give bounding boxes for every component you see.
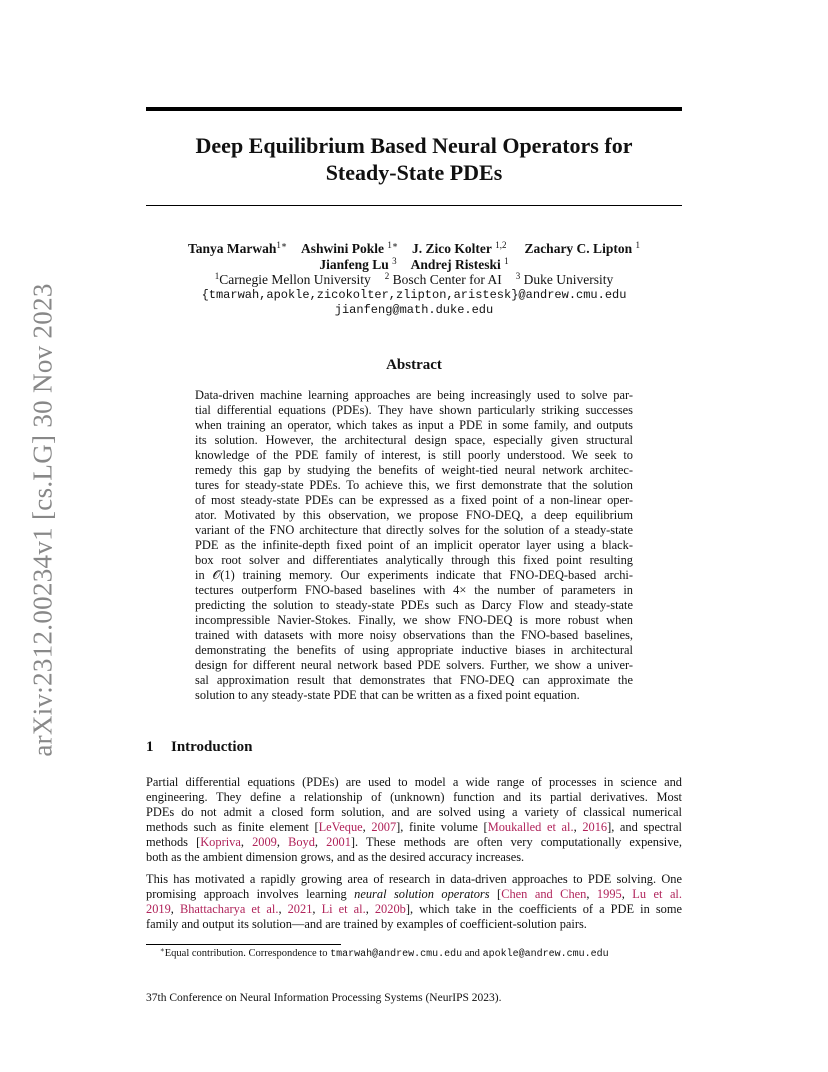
citation-link[interactable]: Lu et al. (632, 887, 682, 901)
citation-year-link[interactable]: 2016 (582, 820, 608, 834)
title-line-2: Steady-State PDEs (325, 160, 503, 185)
affiliation-mark: 3 (515, 271, 521, 281)
abstract-line: solution to any steady-state PDE that can be written as a fixed point equation. (195, 688, 580, 702)
text-line: Partial differential equations (PDEs) are used to model a wide range of processes in science and (146, 775, 682, 789)
abstract-line: PDE as the infinite-depth fixed point of an implicit operator layer using a black- (195, 538, 633, 552)
emphasis: neural solution operators (354, 887, 490, 901)
abstract-line: predicting the solution to steady-state PDEs such as Darcy Flow and steady-state (195, 598, 633, 612)
text-line: promising approach involves learning neural solution operators [Chen and Chen, 1995, Lu et al. (146, 887, 682, 901)
paper-title (146, 132, 682, 186)
citation-year-link[interactable]: 2001 (326, 835, 351, 849)
abstract-line: knowledge of the PDE family of interest, is still poorly understood. We seek to (195, 448, 633, 462)
affiliation-mark: 2 (384, 271, 390, 281)
author-affiliation-mark: 3 (392, 255, 397, 266)
author-affiliation-mark: 1 (504, 255, 509, 266)
citation-link[interactable]: Kopriva (200, 835, 241, 849)
citation-year-link[interactable]: 2020b (374, 902, 406, 916)
author-block (146, 241, 682, 319)
abstract-line: in 𝒪(1) training memory. Our experiments indicate that FNO-DEQ-based archi- (195, 568, 633, 582)
section-number: 1 (146, 739, 154, 755)
abstract-heading: Abstract (386, 357, 442, 373)
title-rule-top (146, 107, 682, 111)
affiliation: Duke University (523, 272, 614, 287)
author-name: J. Zico Kolter (411, 241, 492, 256)
citation-year-link[interactable]: 1995 (596, 887, 622, 901)
abstract-line: of most steady-state PDEs can be expressed as a fixed point of a non-linear oper- (195, 493, 633, 507)
abstract-line: sal approximation result that demonstrates that FNO-DEQ can approximate the (195, 673, 633, 687)
text-line: methods [Kopriva, 2009, Boyd, 2001]. These methods are often very computationally expensive, (146, 835, 683, 849)
citation-year-link[interactable]: 2019 (146, 902, 171, 916)
author-name: Jianfeng Lu (319, 256, 389, 272)
footnote-email: tmarwah@andrew.cmu.edu (330, 949, 463, 960)
abstract-line: tures for steady-state PDEs. To achieve this, we first demonstrate that the solution (195, 478, 633, 492)
author-name: Tanya Marwah (188, 241, 277, 256)
abstract-line: trained with datasets with more noisy observations than the FNO-based baselines, (195, 628, 633, 642)
text-line: both as the ambient dimension grows, and as the desired accuracy increases. (146, 850, 525, 864)
author-row-1 (146, 241, 682, 257)
citation-year-link[interactable]: 2009 (252, 835, 277, 849)
section-title: Introduction (171, 739, 253, 755)
author-email-duke: jianfeng@math.duke.edu (334, 303, 494, 317)
text-line: PDEs do not admit a closed form solution, and are solved using a variety of classical numerical (146, 805, 682, 819)
text-line: methods such as finite element [LeVeque, 2007], finite volume [Moukalled et al., 2016], and spectral (146, 820, 682, 834)
abstract-line: demonstrating the benefits of using appropriate inductive biases in architectural (195, 643, 633, 657)
footnote: ∗Equal contribution. Correspondence to tmarwah@andrew.cmu.edu and apokle@andrew.cmu.edu (160, 946, 609, 960)
abstract-line: incompressible Navier-Stokes. Finally, we show FNO-DEQ is more robust when (195, 613, 633, 627)
abstract-line: Data-driven machine learning approaches are being increasingly used to solve par- (195, 388, 633, 402)
author-row-2 (146, 257, 682, 273)
title-rule-bottom (146, 205, 682, 206)
title-line-1: Deep Equilibrium Based Neural Operators for (195, 133, 633, 158)
author-name: Andrej Risteski (410, 256, 501, 272)
author-affiliation-mark: 1 (635, 240, 640, 250)
abstract-line: tectures outperform FNO-based baselines with 4× the number of parameters in (195, 583, 633, 597)
intro-paragraph-1 (146, 775, 682, 865)
abstract-line: its solution. However, the architectural design space, especially given structural (195, 433, 633, 447)
text-line: This has motivated a rapidly growing area of research in data-driven approaches to PDE solving. One (146, 872, 682, 886)
affiliation: Bosch Center for AI (392, 272, 502, 287)
author-name: Ashwini Pokle (301, 241, 384, 256)
text-line: family and output its solution—and are trained by examples of coefficient-solution pairs. (146, 917, 587, 931)
citation-link[interactable]: Bhattacharya et al. (179, 902, 279, 916)
abstract-line: design for different neural network based PDE solvers. Further, we show a univer- (195, 658, 633, 672)
author-affiliation-mark: 1,2 (495, 240, 507, 250)
abstract-line: variant of the FNO architecture that directly solves for the solution of a steady-state (195, 523, 633, 537)
footnote-rule (146, 944, 341, 945)
abstract-line: remedy this gap by studying the benefits of weight-tied neural network architec- (195, 463, 633, 477)
text-line: 2019, Bhattacharya et al., 2021, Li et al., 2020b], which take in the coefficients of a PDE in some (146, 902, 682, 916)
text-line: engineering. They define a relationship of (unknown) function and its partial derivatives. Most (146, 790, 682, 804)
abstract-line: ator. Motivated by this observation, we propose FNO-DEQ, a deep equilibrium (195, 508, 633, 522)
arxiv-stamp: arXiv:2312.00234v1 [cs.LG] 30 Nov 2023 (27, 283, 58, 757)
affiliation: Carnegie Mellon University (219, 272, 371, 287)
abstract-line: box root solver and differentiates analytically through this fixed point resulting (195, 553, 633, 567)
author-emails: {tmarwah,apokle,zicokolter,zlipton,aristesk}@andrew.cmu.edu (201, 287, 627, 302)
abstract-body (195, 388, 633, 703)
footnote-email: apokle@andrew.cmu.edu (482, 949, 609, 960)
affiliation-mark: 1 (214, 271, 220, 281)
citation-link[interactable]: Li et al. (321, 902, 366, 916)
conference-note: 37th Conference on Neural Information Processing Systems (NeurIPS 2023). (146, 992, 502, 1004)
citation-link[interactable]: LeVeque (318, 820, 363, 834)
author-affiliation-mark: 1∗ (276, 240, 288, 250)
affiliations (146, 272, 682, 288)
citation-link[interactable]: Boyd (288, 835, 315, 849)
intro-paragraph-2 (146, 872, 682, 932)
section-heading (146, 739, 252, 756)
citation-link[interactable]: Moukalled et al. (487, 820, 574, 834)
footnote-mark: ∗ (160, 946, 165, 954)
citation-year-link[interactable]: 2021 (287, 902, 313, 916)
author-affiliation-mark: 1∗ (387, 240, 398, 250)
author-name: Zachary C. Lipton (524, 241, 633, 256)
citation-year-link[interactable]: 2007 (371, 820, 397, 834)
abstract-line: tial differential equations (PDEs). They have shown particularly striking successes (195, 403, 633, 417)
citation-link[interactable]: Chen and Chen (501, 887, 587, 901)
abstract-line: when training an operator, which takes as input a PDE in some family, and outputs (195, 418, 633, 432)
